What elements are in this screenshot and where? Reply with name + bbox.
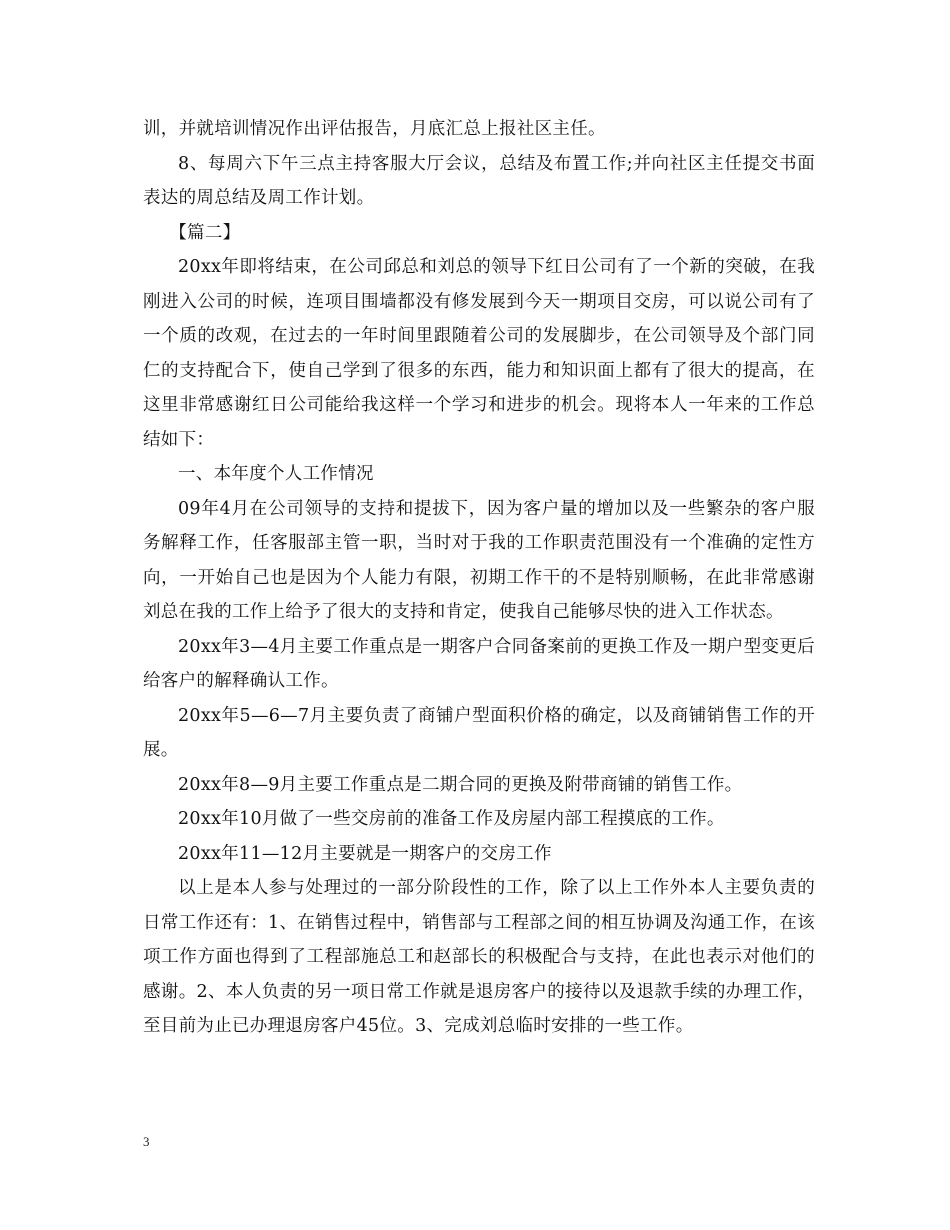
document-body xyxy=(143,112,815,1044)
section-heading: 【篇二】 xyxy=(169,222,241,243)
paragraph-august-september: 20xx年8—9月主要工作重点是二期合同的更换及附带商铺的销售工作。 xyxy=(178,774,743,795)
paragraph-march-april: 20xx年3—4月主要工作重点是一期客户合同备案前的更换工作及一期户型变更后给客户的解释确认工作。 xyxy=(143,636,815,691)
page-number: 3 xyxy=(143,1134,150,1149)
paragraph-intro: 20xx年即将结束，在公司邱总和刘总的领导下红日公司有了一个新的突破，在我刚进入公司的时候，连项目围墙都没有修发展到今天一期项目交房，可以说公司有了一个质的改观，在过去的一年时间里跟随着公司的发展脚步，在公司领导及个部门同仁的支持配合下，使自己学到了很多的东西，能力和知识面上都有了很大的提高，在这里非常感谢红日公司能给我这样一个学习和进步的机会。现将本人一年来的工作总结如下： xyxy=(143,257,815,450)
paragraph-item-8: 8、每周六下午三点主持客服大厅会议，总结及布置工作;并向社区主任提交书面表达的周总结及周工作计划。 xyxy=(143,153,815,208)
paragraph-continuation: 训，并就培训情况作出评估报告，月底汇总上报社区主任。 xyxy=(143,119,606,139)
paragraph-may-july: 20xx年5—6—7月主要负责了商铺户型面积价格的确定，以及商铺销售工作的开展。 xyxy=(143,705,815,760)
paragraph-october: 20xx年10月做了一些交房前的准备工作及房屋内部工程摸底的工作。 xyxy=(178,809,725,829)
paragraph-daily-work: 以上是本人参与处理过的一部分阶段性的工作，除了以上工作外本人主要负责的日常工作还有：1、在销售过程中，销售部与工程部之间的相互协调及沟通工作，在该项工作方面也得到了工程部施总工和赵部长的积极配合与支持，在此也表示对他们的感谢。2、本人负责的另一项日常工作就是退房客户的接待以及退款手续的办理工作，至目前为止已办理退房客户45位。3、完成刘总临时安排的一些工作。 xyxy=(143,878,815,1036)
paragraph-april: 09年4月在公司领导的支持和提拔下，因为客户量的增加以及一些繁杂的客户服务解释工作，任客服部主管一职，当时对于我的工作职责范围没有一个准确的定性方向，一开始自己也是因为个人能力有限，初期工作干的不是特别顺畅，在此非常感谢刘总在我的工作上给予了很大的支持和肯定，使我自己能够尽快的进入工作状态。 xyxy=(143,498,815,622)
paragraph-november-december: 20xx年11—12月主要就是一期客户的交房工作 xyxy=(178,843,552,864)
subsection-heading: 一、本年度个人工作情况 xyxy=(178,464,374,484)
